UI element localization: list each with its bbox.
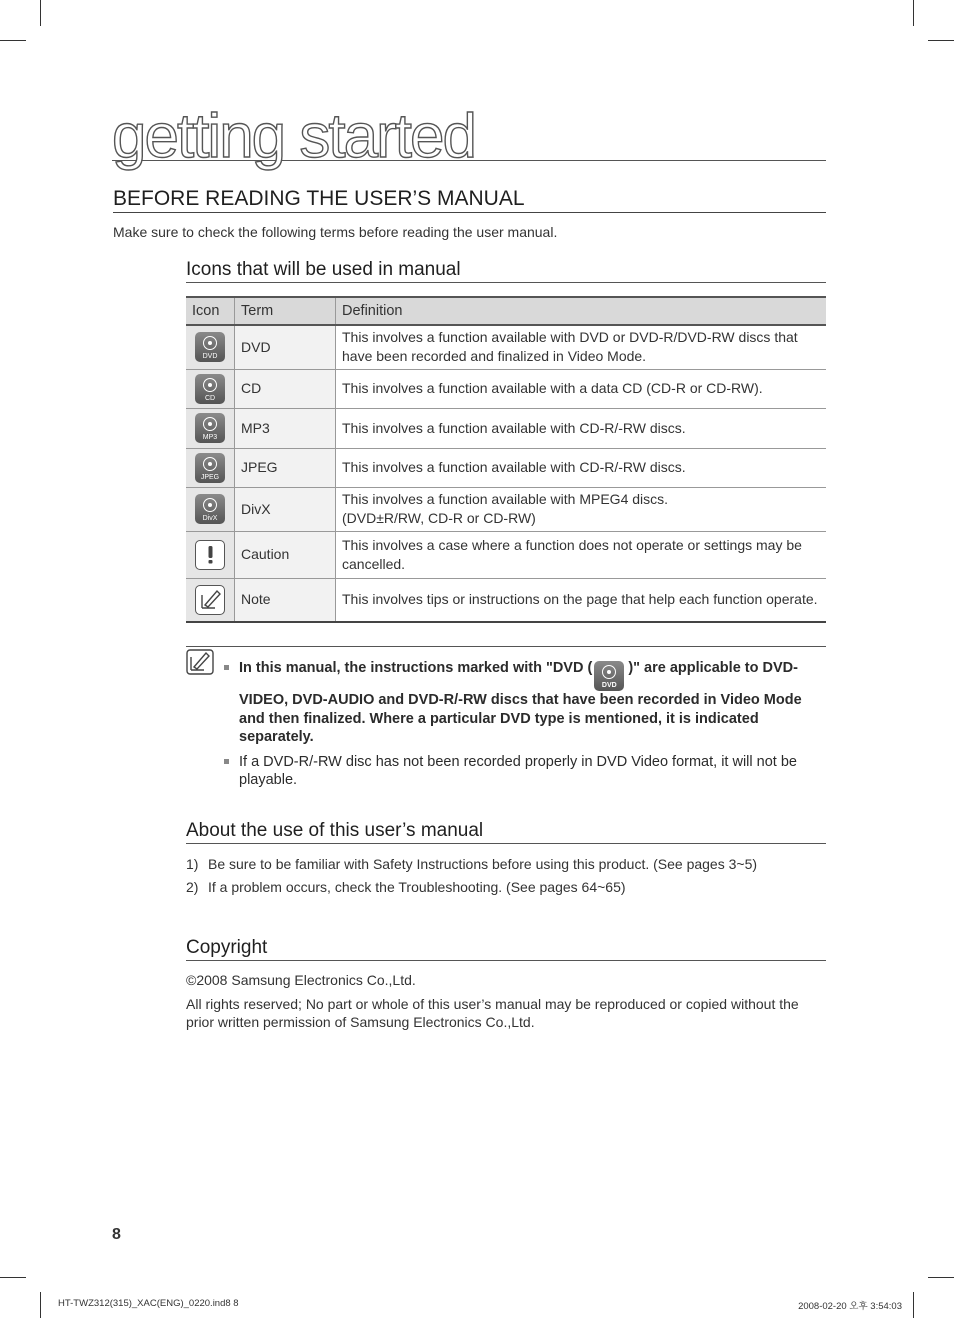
table-row <box>186 408 826 448</box>
note-list <box>222 659 822 796</box>
icons-table <box>186 296 826 623</box>
term-cell: Caution <box>235 531 336 578</box>
section-title: BEFORE READING THE USER’S MANUAL <box>113 186 826 213</box>
crop-mark <box>928 40 954 41</box>
copyright-line: ©2008 Samsung Electronics Co.,Ltd. <box>186 972 416 988</box>
print-slug-date: 2008-02-20 오후 3:54:03 <box>798 1301 902 1312</box>
header-icon: Icon <box>186 297 235 325</box>
list-item: 1) Be sure to be familiar with Safety Instructions before using this product. (See pages 3~5) <box>186 856 758 872</box>
copyright-section-title: Copyright <box>186 936 826 961</box>
term-cell: Note <box>235 578 336 622</box>
definition-cell: This involves a function available with MPEG4 discs. (DVD±R/RW, CD-R or CD-RW) <box>336 487 827 531</box>
note-icon <box>186 649 214 680</box>
crop-mark <box>913 0 914 26</box>
term-cell: MP3 <box>235 408 336 448</box>
note-item: In this manual, the instructions marked with "DVD ( DVD )" are applicable to DVD-VIDEO, DVD-AUDIO and DVD-R/-RW discs that have been recorded in Video Mode and then finalized. Where a particular DVD type is mentioned, it is indicated separately. <box>222 659 822 747</box>
crop-mark <box>40 1292 41 1318</box>
table-row <box>186 487 826 531</box>
print-slug-file: HT-TWZ312(315)_XAC(ENG)_0220.ind8 8 <box>58 1298 239 1309</box>
icons-section-title: Icons that will be used in manual <box>186 258 826 283</box>
dvd-disc-icon: DVD <box>195 332 225 362</box>
jpeg-disc-icon: JPEG <box>195 453 225 483</box>
note-icon <box>195 585 225 615</box>
mp3-disc-icon: MP3 <box>195 413 225 443</box>
chapter-header <box>112 102 826 171</box>
note-box <box>186 646 826 791</box>
crop-mark <box>40 0 41 26</box>
table-row <box>186 325 826 369</box>
definition-cell: This involves a function available with DVD or DVD-R/DVD-RW discs that have been recorded and finalized in Video Mode. <box>336 325 827 369</box>
definition-cell: This involves a case where a function does not operate or settings may be cancelled. <box>336 531 827 578</box>
definition-cell: This involves a function available with a data CD (CD-R or CD-RW). <box>336 369 827 408</box>
note-item: If a DVD-R/-RW disc has not been recorded properly in DVD Video format, it will not be playable. <box>222 753 822 790</box>
intro-text: Make sure to check the following terms before reading the user manual. <box>113 224 558 240</box>
crop-mark <box>913 1292 914 1318</box>
table-row <box>186 448 826 487</box>
dvd-disc-icon: DVD <box>594 661 626 691</box>
caution-icon <box>195 540 225 570</box>
term-cell: JPEG <box>235 448 336 487</box>
table-row <box>186 578 826 622</box>
crop-mark <box>0 40 26 41</box>
table-row <box>186 531 826 578</box>
list-item: 2) If a problem occurs, check the Troubleshooting. (See pages 64~65) <box>186 879 626 895</box>
definition-cell: This involves tips or instructions on the page that help each function operate. <box>342 591 818 608</box>
term-cell: CD <box>235 369 336 408</box>
header-term: Term <box>235 297 336 325</box>
table-row <box>186 369 826 408</box>
crop-mark <box>928 1277 954 1278</box>
term-cell: DVD <box>235 325 336 369</box>
about-steps <box>186 853 757 899</box>
table-header-row <box>186 297 826 325</box>
about-section-title: About the use of this user’s manual <box>186 819 826 844</box>
chapter-title: getting started <box>112 102 475 171</box>
definition-cell: This involves a function available with CD-R/-RW discs. <box>336 448 827 487</box>
divx-disc-icon: DivX <box>195 494 225 524</box>
copyright-notice: All rights reserved; No part or whole of this user’s manual may be reproduced or copied without the prior written permission of Samsung Electronics Co.,Ltd. <box>186 996 799 1030</box>
page-number: 8 <box>112 1226 121 1243</box>
term-cell: DivX <box>235 487 336 531</box>
definition-cell: This involves a function available with CD-R/-RW discs. <box>336 408 827 448</box>
header-definition: Definition <box>336 297 827 325</box>
crop-mark <box>0 1277 26 1278</box>
cd-disc-icon: CD <box>195 374 225 404</box>
